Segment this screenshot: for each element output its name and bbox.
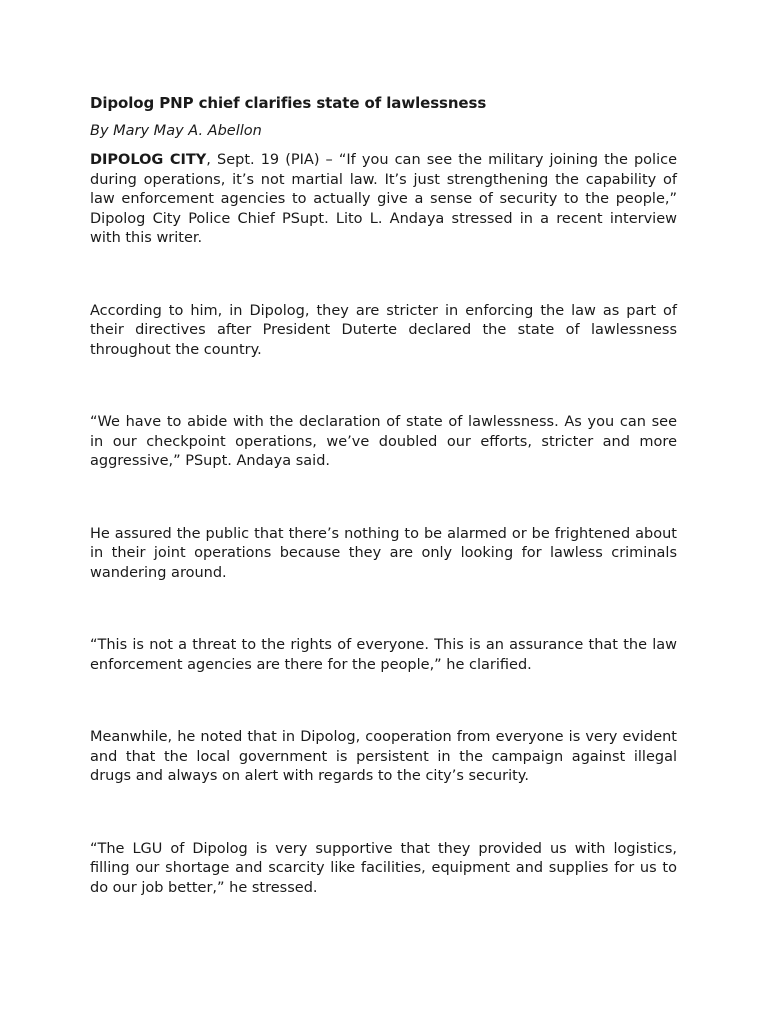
paragraph-7: “The LGU of Dipolog is very supportive that they provided us with logistics, filling our shortage and scarcity like facilities, equipment and supplies for us to do our job better,” he stressed.	[90, 840, 677, 896]
paragraph-1	[90, 151, 677, 249]
paragraph-2: According to him, in Dipolog, they are stricter in enforcing the law as part of their directives after President Duterte declared the state of lawlessness throughout the country.	[90, 302, 677, 358]
paragraph-6: Meanwhile, he noted that in Dipolog, cooperation from everyone is very evident and that the local government is persistent in the campaign against illegal drugs and always on alert with regards to the city’s security.	[90, 729, 677, 784]
dateline: DIPOLOG CITY	[90, 152, 207, 168]
paragraph-4: He assured the public that there’s nothing to be alarmed or be frightened about in their joint operations because they are only looking for lawless criminals wandering around.	[90, 525, 677, 581]
paragraph-5: “This is not a threat to the rights of everyone. This is an assurance that the law enforcement agencies are there for the people,” he clarified.	[90, 637, 677, 673]
article-byline: By Mary May A. Abellon	[90, 123, 262, 139]
article-title: Dipolog PNP chief clarifies state of lawlessness	[90, 94, 487, 112]
document-page	[90, 93, 677, 898]
paragraph-1-text: , Sept. 19 (PIA) – “If you can see the military joining the police during operations, it’s not martial law. It’s just strengthening the capability of law enforcement agencies to actually give a sense of security to the people,” Dipolog City Police Chief PSupt. Lito L. Andaya stressed in a recent interview with this writer.	[90, 152, 678, 246]
paragraph-3: “We have to abide with the declaration of state of lawlessness. As you can see in our checkpoint operations, we’ve doubled our efforts, stricter and more aggressive,” PSupt. Andaya said.	[90, 414, 677, 469]
